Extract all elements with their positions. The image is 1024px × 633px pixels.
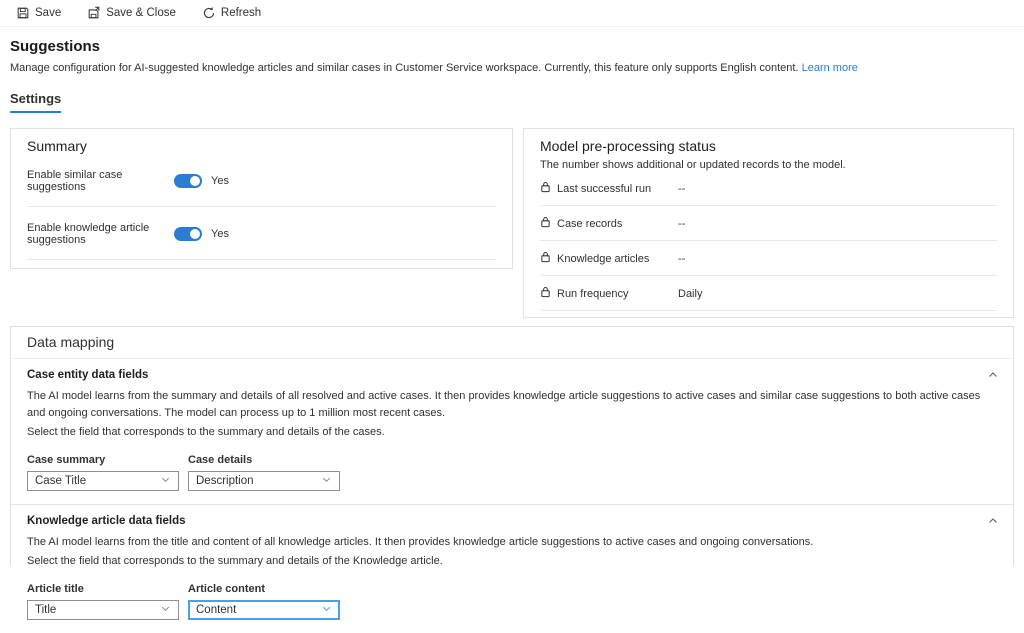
status-row-run-frequency bbox=[540, 276, 997, 311]
similar-case-suggestions-toggle[interactable] bbox=[174, 174, 202, 188]
status-row-last-successful-run bbox=[540, 171, 997, 206]
chevron-down-icon bbox=[160, 474, 171, 488]
knowledge-article-fields-row bbox=[27, 583, 997, 620]
knowledge-article-section-instruction: Select the field that corresponds to the summary and details of the Knowledge article. bbox=[27, 555, 443, 568]
chevron-down-icon bbox=[160, 603, 171, 617]
case-entity-section-title: Case entity data fields bbox=[27, 369, 149, 381]
toggle-knob bbox=[190, 176, 200, 186]
chevron-up-icon[interactable] bbox=[987, 515, 999, 530]
learn-more-link[interactable]: Learn more bbox=[801, 62, 858, 74]
case-entity-section-description: The AI model learns from the summary and details of all resolved and active cases. It then provides knowledge article suggestions to active cases and similar case suggestions to both active cases and ongoing conversations. The model can process up to 1 million most recent cases. bbox=[27, 390, 981, 420]
case-entity-fields-row bbox=[27, 454, 997, 491]
page-description-text: Manage configuration for AI-suggested knowledge articles and similar cases in Customer Service workspace. Currently, this feature only supports English content. bbox=[10, 62, 799, 74]
summary-card-title: Summary bbox=[27, 138, 87, 154]
data-mapping-card bbox=[10, 326, 1014, 617]
page-title: Suggestions bbox=[10, 38, 101, 55]
article-title-dropdown[interactable] bbox=[27, 600, 179, 620]
save-and-close-button[interactable] bbox=[87, 6, 176, 20]
chevron-down-icon bbox=[321, 603, 332, 617]
lock-icon bbox=[540, 181, 551, 196]
status-label-text: Last successful run bbox=[557, 182, 652, 195]
article-content-label: Article content bbox=[188, 583, 266, 596]
knowledge-article-section-title: Knowledge article data fields bbox=[27, 515, 186, 528]
status-label-text: Run frequency bbox=[557, 287, 629, 300]
case-details-dropdown[interactable] bbox=[188, 471, 340, 491]
summary-card bbox=[10, 128, 513, 269]
model-preprocessing-status-card bbox=[523, 128, 1014, 318]
article-title-field bbox=[27, 583, 179, 620]
knowledge-article-suggestions-label: Enable knowledge article suggestions bbox=[27, 222, 150, 246]
save-and-close-button-label: Save & Close bbox=[106, 7, 176, 19]
knowledge-article-data-fields-section bbox=[11, 505, 1013, 633]
case-entity-section-instruction: Select the field that corresponds to the summary and details of the cases. bbox=[27, 426, 385, 439]
knowledge-article-suggestions-row bbox=[27, 207, 496, 260]
case-details-field bbox=[188, 454, 340, 491]
status-value: -- bbox=[678, 182, 686, 195]
data-mapping-title: Data mapping bbox=[11, 327, 1013, 359]
chevron-up-icon[interactable] bbox=[987, 369, 999, 384]
lock-icon bbox=[540, 251, 551, 266]
similar-case-suggestions-label: Enable similar case suggestions bbox=[27, 169, 123, 193]
status-row-knowledge-articles bbox=[540, 241, 997, 276]
case-summary-field bbox=[27, 454, 179, 491]
article-title-value: Title bbox=[35, 604, 57, 617]
lock-icon bbox=[540, 216, 551, 231]
case-entity-data-fields-section bbox=[11, 359, 1013, 505]
similar-case-suggestions-state: Yes bbox=[211, 175, 229, 187]
status-row-case-records bbox=[540, 206, 997, 241]
save-icon bbox=[16, 6, 30, 20]
model-status-subtitle: The number shows additional or updated records to the model. bbox=[540, 159, 846, 171]
chevron-down-icon bbox=[321, 474, 332, 488]
status-value: -- bbox=[678, 217, 686, 230]
knowledge-article-suggestions-state: Yes bbox=[211, 228, 229, 240]
status-value: -- bbox=[678, 252, 686, 265]
knowledge-article-suggestions-toggle[interactable] bbox=[174, 227, 202, 241]
toggle-knob bbox=[190, 229, 200, 239]
case-details-value: Description bbox=[196, 475, 254, 488]
article-title-label: Article title bbox=[27, 583, 84, 596]
status-value: Daily bbox=[678, 287, 703, 300]
case-summary-label: Case summary bbox=[27, 454, 106, 467]
model-status-title: Model pre-processing status bbox=[540, 138, 716, 154]
knowledge-article-section-description: The AI model learns from the title and content of all knowledge articles. It then provides knowledge article suggestions to active cases and ongoing conversations. bbox=[27, 536, 814, 549]
save-button[interactable] bbox=[16, 6, 61, 20]
cards-row bbox=[10, 128, 1014, 318]
case-details-label: Case details bbox=[188, 454, 253, 467]
refresh-icon bbox=[202, 6, 216, 20]
save-button-label: Save bbox=[35, 7, 62, 19]
tab-settings[interactable]: Settings bbox=[10, 91, 61, 113]
status-label-text: Case records bbox=[557, 217, 623, 230]
case-summary-dropdown[interactable] bbox=[27, 471, 179, 491]
save-and-close-icon bbox=[87, 6, 101, 20]
article-content-dropdown[interactable] bbox=[188, 600, 340, 620]
command-bar bbox=[0, 0, 1024, 27]
status-label-text: Knowledge articles bbox=[557, 252, 650, 265]
refresh-button[interactable] bbox=[202, 6, 261, 20]
page-description bbox=[10, 62, 1014, 74]
case-summary-value: Case Title bbox=[35, 475, 87, 488]
lock-icon bbox=[540, 286, 551, 301]
similar-case-suggestions-row bbox=[27, 154, 496, 207]
article-content-value: Content bbox=[196, 604, 237, 617]
article-content-field bbox=[188, 583, 340, 620]
refresh-button-label: Refresh bbox=[220, 7, 262, 19]
